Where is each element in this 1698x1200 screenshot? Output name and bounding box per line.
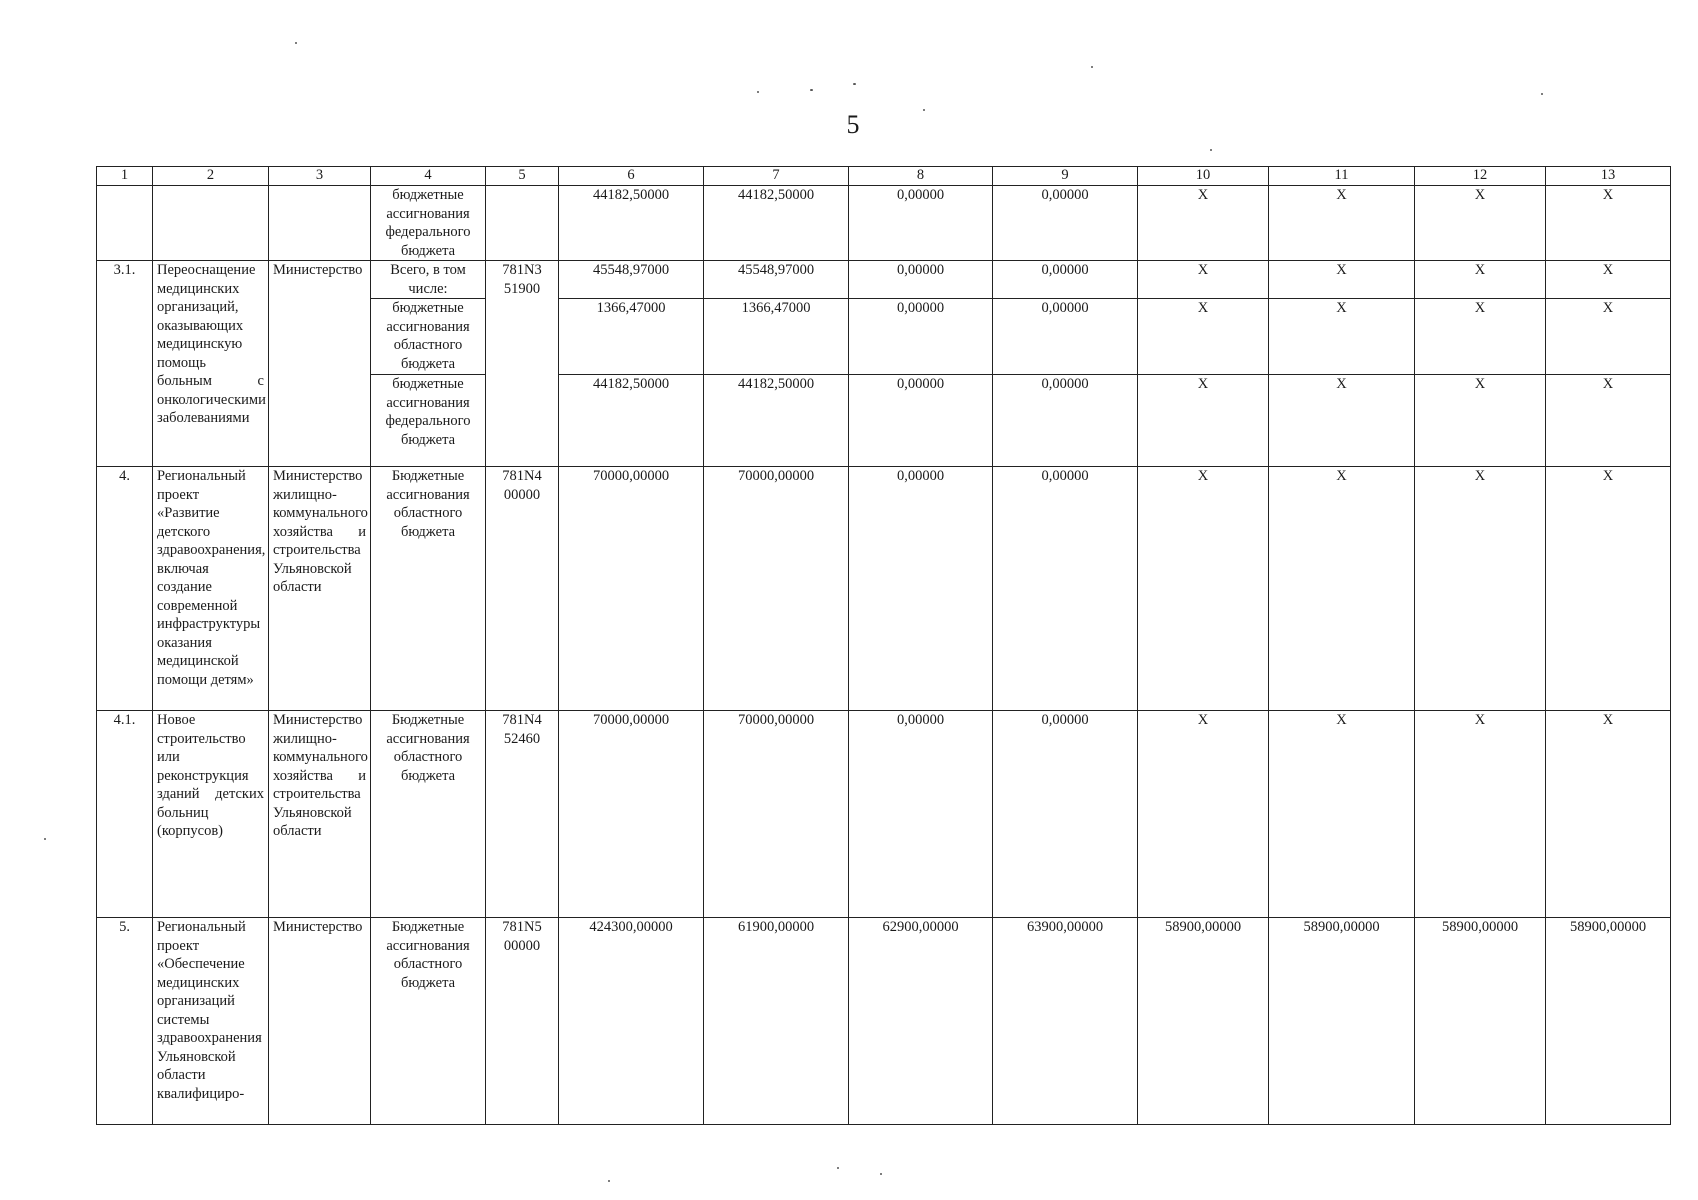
value-cell: X	[1138, 711, 1269, 918]
column-header: 11	[1269, 167, 1415, 186]
column-header: 6	[559, 167, 704, 186]
column-header: 8	[849, 167, 993, 186]
value-cell: X	[1138, 299, 1269, 375]
funding-source-cell: бюджетные ассигнования федерального бюджета	[371, 375, 486, 467]
scan-speck	[1210, 149, 1212, 151]
budget-code-cell: 781N5 00000	[486, 918, 559, 1125]
value-cell: 70000,00000	[704, 467, 849, 711]
value-cell: X	[1269, 186, 1415, 261]
scan-speck	[837, 1167, 839, 1169]
value-cell: X	[1138, 375, 1269, 467]
value-cell: 70000,00000	[559, 467, 704, 711]
table-row	[97, 918, 1671, 1125]
value-cell: 0,00000	[849, 186, 993, 261]
column-header: 7	[704, 167, 849, 186]
value-cell: 58900,00000	[1269, 918, 1415, 1125]
value-cell: X	[1546, 375, 1671, 467]
value-cell: 70000,00000	[704, 711, 849, 918]
row-number-cell	[97, 186, 153, 261]
column-header: 5	[486, 167, 559, 186]
row-name-cell: Новое строительство или реконструкция зданий детских больниц (корпусов)	[153, 711, 269, 918]
row-responsible-cell: Министерство жилищно-коммунального хозяйства и строительства Ульяновской области	[269, 467, 371, 711]
value-cell: 0,00000	[993, 711, 1138, 918]
column-header: 13	[1546, 167, 1671, 186]
value-cell: X	[1269, 375, 1415, 467]
scan-speck	[295, 42, 297, 44]
scan-speck	[853, 83, 856, 85]
scan-speck	[923, 109, 925, 111]
value-cell: X	[1546, 467, 1671, 711]
row-number-cell: 4.	[97, 467, 153, 711]
value-cell: 70000,00000	[559, 711, 704, 918]
budget-code-cell	[486, 186, 559, 261]
row-number-cell: 4.1.	[97, 711, 153, 918]
scan-speck	[608, 1180, 610, 1182]
column-header: 4	[371, 167, 486, 186]
value-cell: 45548,97000	[559, 261, 704, 299]
table-row	[97, 186, 1671, 261]
value-cell: 45548,97000	[704, 261, 849, 299]
scan-speck	[810, 89, 813, 91]
scan-speck	[1091, 66, 1093, 68]
value-cell: 0,00000	[849, 375, 993, 467]
value-cell: X	[1269, 467, 1415, 711]
value-cell: 0,00000	[849, 711, 993, 918]
value-cell: 62900,00000	[849, 918, 993, 1125]
value-cell: 0,00000	[993, 299, 1138, 375]
budget-code-cell: 781N4 52460	[486, 711, 559, 918]
value-cell: 0,00000	[849, 299, 993, 375]
value-cell: 0,00000	[993, 467, 1138, 711]
row-name-cell: Региональный проект «Обеспечение медицинских организаций системы здравоохранения Ульяновской области квалифициро-	[153, 918, 269, 1125]
budget-code-cell: 781N3 51900	[486, 261, 559, 467]
funding-source-cell: Всего, в том числе:	[371, 261, 486, 299]
table-row	[97, 261, 1671, 299]
scan-speck	[1541, 93, 1543, 95]
table-row	[97, 711, 1671, 918]
scan-speck	[880, 1173, 882, 1175]
value-cell: 58900,00000	[1415, 918, 1546, 1125]
value-cell: X	[1415, 467, 1546, 711]
budget-code-cell: 781N4 00000	[486, 467, 559, 711]
value-cell: 44182,50000	[704, 375, 849, 467]
row-name-cell: Региональный проект «Развитие детского здравоохранения, включая создание современной инфраструктуры оказания медицинской помощи детям»	[153, 467, 269, 711]
value-cell: X	[1269, 711, 1415, 918]
value-cell: 0,00000	[849, 261, 993, 299]
value-cell: 1366,47000	[559, 299, 704, 375]
scan-speck	[757, 91, 759, 93]
value-cell: X	[1546, 261, 1671, 299]
value-cell: 63900,00000	[993, 918, 1138, 1125]
row-number-cell: 5.	[97, 918, 153, 1125]
value-cell: 0,00000	[993, 186, 1138, 261]
column-header: 2	[153, 167, 269, 186]
value-cell: 0,00000	[993, 261, 1138, 299]
row-responsible-cell: Министерство	[269, 918, 371, 1125]
value-cell: 44182,50000	[559, 186, 704, 261]
value-cell: 44182,50000	[704, 186, 849, 261]
funding-source-cell: Бюджетные ассигнования областного бюджета	[371, 918, 486, 1125]
row-number-cell: 3.1.	[97, 261, 153, 467]
funding-source-cell: Бюджетные ассигнования областного бюджета	[371, 711, 486, 918]
value-cell: X	[1415, 375, 1546, 467]
table-row	[97, 467, 1671, 711]
column-header: 10	[1138, 167, 1269, 186]
page-number: 5	[846, 110, 860, 139]
value-cell: X	[1269, 261, 1415, 299]
value-cell: 44182,50000	[559, 375, 704, 467]
value-cell: X	[1138, 186, 1269, 261]
value-cell: 0,00000	[993, 375, 1138, 467]
budget-table	[96, 166, 1671, 1125]
value-cell: 58900,00000	[1546, 918, 1671, 1125]
value-cell: X	[1138, 261, 1269, 299]
value-cell: X	[1415, 711, 1546, 918]
value-cell: 58900,00000	[1138, 918, 1269, 1125]
funding-source-cell: Бюджетные ассигнования областного бюджета	[371, 467, 486, 711]
value-cell: X	[1546, 186, 1671, 261]
value-cell: 61900,00000	[704, 918, 849, 1125]
value-cell: 0,00000	[849, 467, 993, 711]
row-responsible-cell: Министерство	[269, 261, 371, 467]
value-cell: 1366,47000	[704, 299, 849, 375]
value-cell: X	[1415, 186, 1546, 261]
column-header: 9	[993, 167, 1138, 186]
value-cell: X	[1415, 261, 1546, 299]
value-cell: X	[1546, 711, 1671, 918]
funding-source-cell: бюджетные ассигнования областного бюджета	[371, 299, 486, 375]
column-header: 3	[269, 167, 371, 186]
value-cell: X	[1415, 299, 1546, 375]
row-responsible-cell	[269, 186, 371, 261]
funding-source-cell: бюджетные ассигнования федерального бюджета	[371, 186, 486, 261]
row-name-cell: Переоснащение медицинских организаций, оказывающих медицинскую помощь больным с онкологическими заболеваниями	[153, 261, 269, 467]
row-name-cell	[153, 186, 269, 261]
column-header: 12	[1415, 167, 1546, 186]
column-header: 1	[97, 167, 153, 186]
scan-speck	[44, 838, 46, 840]
value-cell: X	[1546, 299, 1671, 375]
value-cell: X	[1138, 467, 1269, 711]
value-cell: 424300,00000	[559, 918, 704, 1125]
row-responsible-cell: Министерство жилищно-коммунального хозяйства и строительства Ульяновской области	[269, 711, 371, 918]
value-cell: X	[1269, 299, 1415, 375]
header-row	[97, 167, 1671, 186]
